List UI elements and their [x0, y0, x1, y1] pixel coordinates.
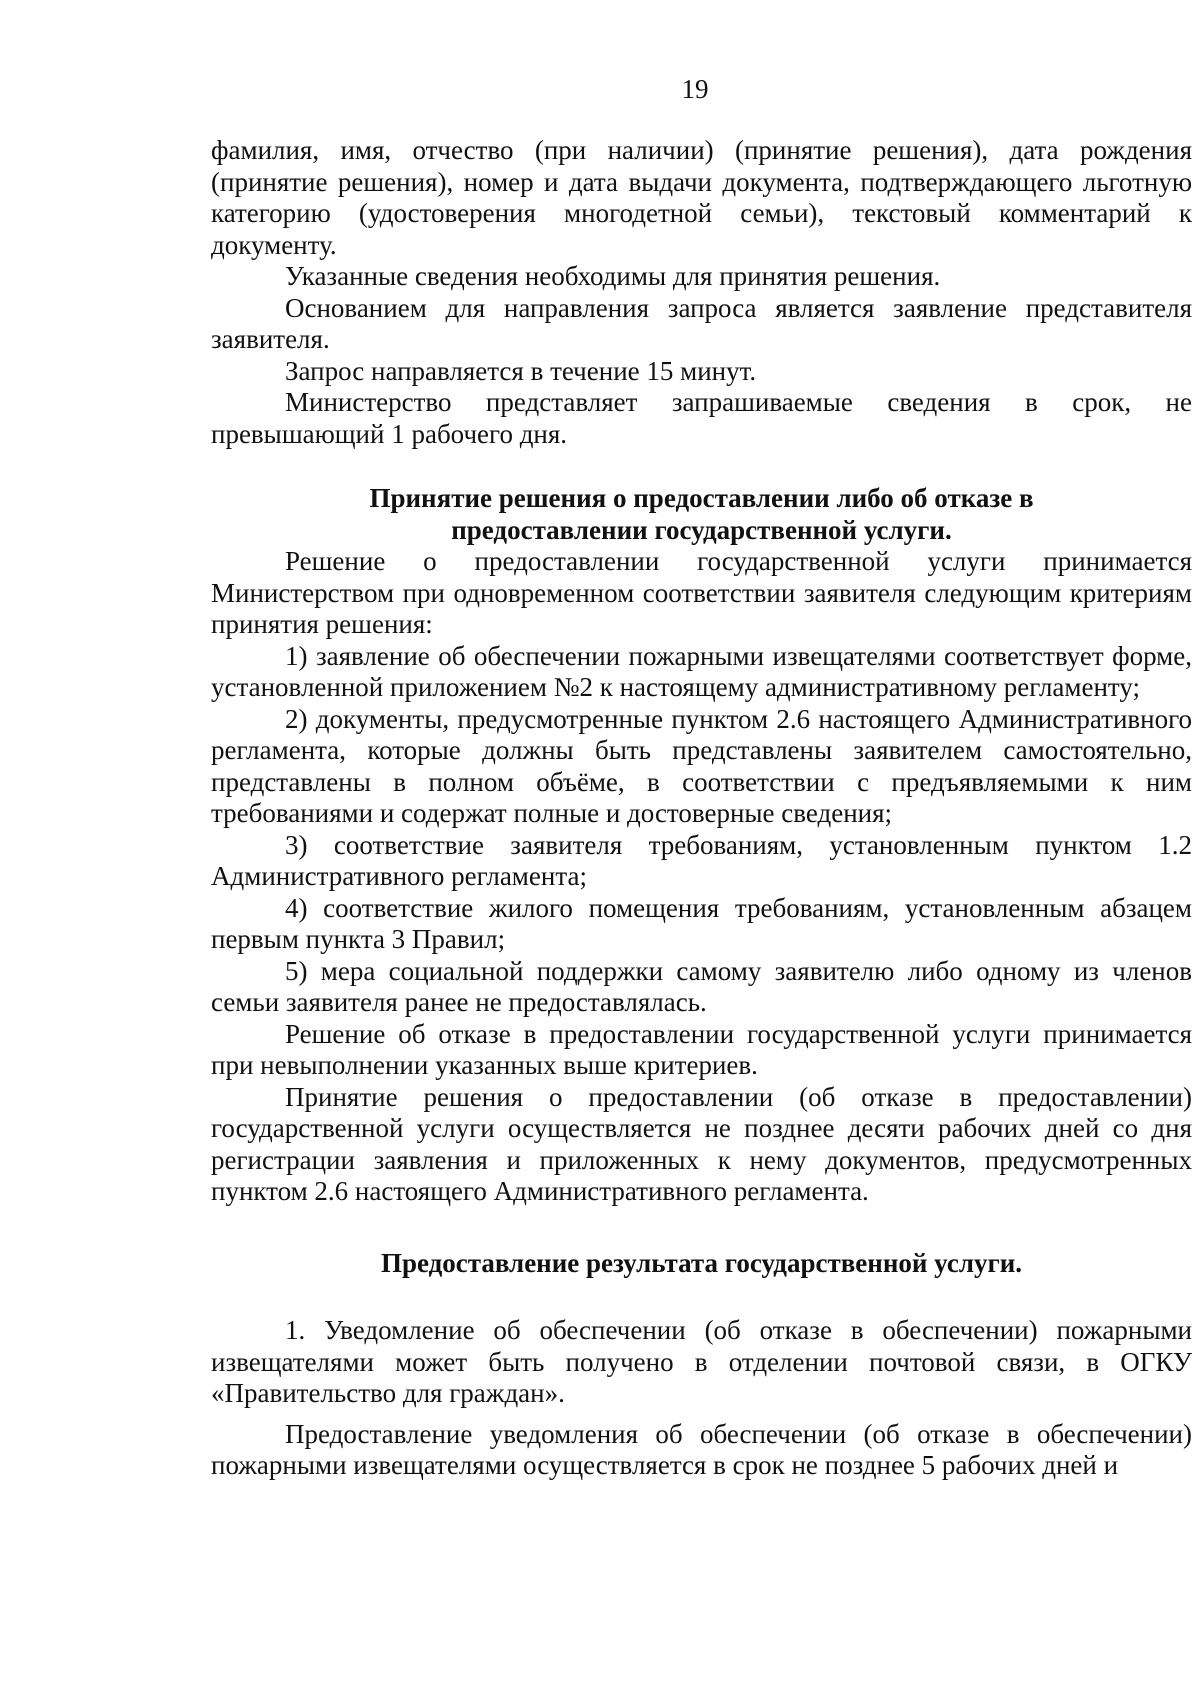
section-heading-line: предоставлении государственной услуги.	[451, 514, 952, 545]
paragraph: Основанием для направления запроса является заявление представителя заявителя.	[211, 292, 1192, 354]
section-heading-decision	[211, 483, 1192, 546]
paragraph-continuation: фамилия, имя, отчество (при наличии) (принятие решения), дата рождения (принятие решения), номер и дата выдачи документа, подтверждающего льготную категорию (удостоверения многодетной семьи), текстовый комментарий к документу.	[211, 135, 1192, 260]
list-item: 5) мера социальной поддержки самому заявителю либо одному из членов семьи заявителя ранее не предоставлялась.	[211, 955, 1192, 1017]
list-item: 2) документы, предусмотренные пунктом 2.6 настоящего Административного регламента, которые должны быть представлены заявителем самостоятельно, представлены в полном объёме, в соответствии с предъявляемыми к ним требованиями и содержат полные и достоверные сведения;	[211, 703, 1192, 828]
paragraph: Решение о предоставлении государственной услуги принимается Министерством при одновременном соответствии заявителя следующим критериям принятия решения:	[211, 546, 1192, 639]
list-item: 3) соответствие заявителя требованиям, установленным пунктом 1.2 Административного регламента;	[211, 829, 1192, 891]
paragraph: Министерство представляет запрашиваемые сведения в срок, не превышающий 1 рабочего дня.	[211, 387, 1192, 449]
paragraph: Решение об отказе в предоставлении государственной услуги принимается при невыполнении указанных выше критериев.	[211, 1018, 1192, 1080]
list-item: 1) заявление об обеспечении пожарными извещателями соответствует форме, установленной приложением №2 к настоящему административному регламенту;	[211, 640, 1192, 702]
paragraph: Предоставление уведомления об обеспечении (об отказе в обеспечении) пожарными извещателями осуществляется в срок не позднее 5 рабочих дней и	[211, 1418, 1192, 1480]
section-heading-result: Предоставление результата государственной услуги.	[380, 1247, 1023, 1278]
paragraph: Запрос направляется в течение 15 минут.	[285, 355, 757, 386]
section-heading-line: Принятие решения о предоставлении либо об отказе в	[369, 483, 1034, 513]
paragraph: 1. Уведомление об обеспечении (об отказе в обеспечении) пожарными извещателями может быть получено в отделении почтовой связи, в ОГКУ «Правительство для граждан».	[211, 1315, 1192, 1408]
list-item: 4) соответствие жилого помещения требованиям, установленным абзацем первым пункта 3 Правил;	[211, 892, 1192, 954]
paragraph: Принятие решения о предоставлении (об отказе в предоставлении) государственной услуги осуществляется не позднее десяти рабочих дней со дня регистрации заявления и приложенных к нему документов, предусмотренных пунктом 2.6 настоящего Административного регламента.	[211, 1081, 1192, 1206]
page-number: 19	[681, 74, 709, 104]
paragraph: Указанные сведения необходимы для принятия решения.	[285, 261, 941, 291]
document-body	[211, 135, 1192, 1482]
